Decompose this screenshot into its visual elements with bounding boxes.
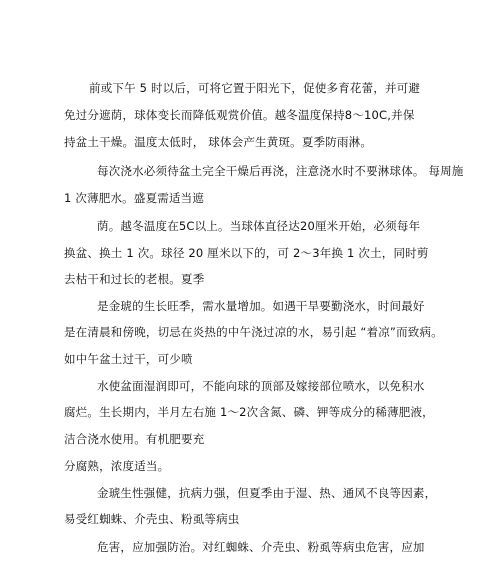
text-line: 腐烂。生长期内，半月左右施 1～2次含氮、磷、钾等成分的稀薄肥液， (64, 405, 434, 419)
text-line: 1 次薄肥水。盛夏需适当遮 (64, 191, 205, 205)
text-line: 易受红蜘蛛、介壳虫、粉虱等病虫 (64, 512, 240, 526)
text-line: 分腐熟，浓度适当。 (64, 459, 170, 473)
text-line: 换盆、换土 1 次。球径 20 厘米以下的，可 2～3年换 1 次土，同时剪 (64, 246, 429, 260)
text-line: 危害，应加强防治。对红蜘蛛、介壳虫、粉虱等病虫危害，应加 (97, 540, 425, 554)
text-line: 洁合浇水使用。有机肥要充 (64, 432, 205, 446)
text-line: 去枯干和过长的老根。夏季 (64, 272, 205, 286)
text-line: 如中午盆土过干，可少喷 (64, 352, 193, 366)
text-line: 每次浇水必须待盆土完全干燥后再浇，注意浇水时不要淋球体。 每周施 (97, 164, 464, 178)
text-line: 持盆土干燥。温度太低时， 球体会产生黄斑。夏季防雨淋。 (64, 135, 373, 149)
text-line: 前或下午 5 时以后，可将它置于阳光下，促使多育花蕾，并可避 (89, 81, 421, 95)
text-line: 荫。越冬温度在5C以上。当球体直径达20厘米开始，必须每年 (97, 219, 421, 233)
text-line: 水使盆面湿润即可，不能向球的顶部及嫁接部位喷水，以免积水 (97, 379, 425, 393)
text-line: 是在清晨和傍晚，切忌在炎热的中午浇过凉的水，易引起 “着凉”而致病。 (64, 325, 443, 339)
text-line: 金琥生性强健，抗病力强，但夏季由于湿、热、通风不良等因素， (97, 486, 437, 500)
text-line: 是金琥的生长旺季，需水量增加。如遇干旱要勤浇水，时间最好 (97, 299, 425, 313)
text-line: 免过分遮荫，球体变长而降低观赏价值。越冬温度保持8～10C,并保 (64, 108, 415, 122)
